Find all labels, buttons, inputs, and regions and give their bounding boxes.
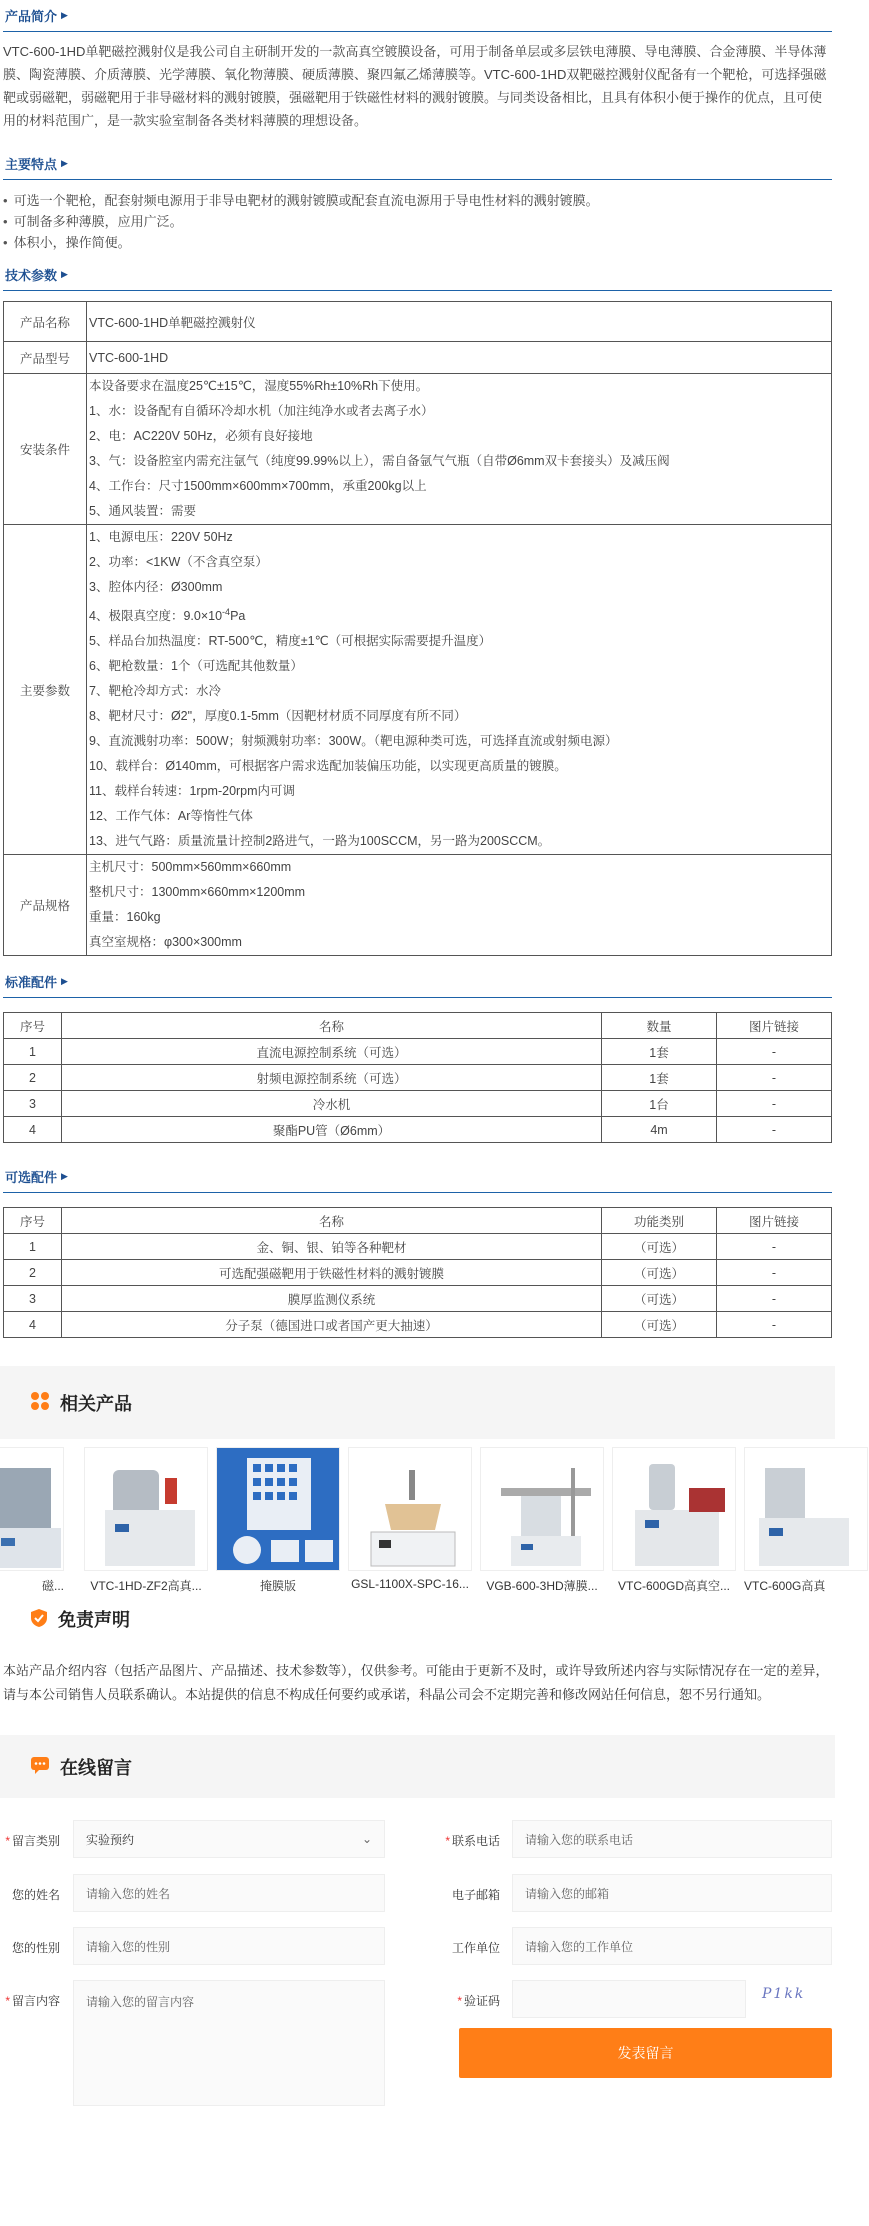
product-name[interactable]: 磁... — [41, 1579, 64, 1594]
col-header: 名称 — [62, 1013, 602, 1039]
vacuum-exponent: -4 — [222, 607, 231, 617]
spec-line: 9、直流溅射功率：500W；射频溅射功率：300W。（靶电源种类可选，可选择直流或射频电源） — [89, 734, 618, 749]
product-image[interactable] — [612, 1447, 736, 1571]
col-header: 名称 — [62, 1208, 602, 1234]
product-name[interactable]: VGB-600-3HD薄膜... — [486, 1579, 598, 1594]
table-cell: 4 — [4, 1312, 62, 1338]
name-input[interactable]: 请输入您的姓名 — [73, 1874, 385, 1912]
table-cell: 直流电源控制系统（可选） — [62, 1039, 602, 1065]
submit-button[interactable]: 发表留言 — [459, 2028, 832, 2078]
table-cell: 1 — [4, 1039, 62, 1065]
table-cell: 分子泵（德国进口或者国产更大抽速） — [62, 1312, 602, 1338]
related-header — [0, 1366, 835, 1439]
spec-line-vacuum — [89, 600, 829, 629]
spec-line: 5、样品台加热温度：RT-500℃，精度±1℃（可根据实际需要提升温度） — [89, 634, 492, 649]
table-cell: - — [717, 1260, 832, 1286]
spec-line: 6、靶枪数量：1个（可选配其他数量） — [89, 659, 303, 674]
product-image[interactable] — [744, 1447, 868, 1571]
spec-line: 3、气：设备腔室内需充注氩气（纯度99.99%以上），需自备氩气气瓶（自带Ø6mm双卡套接头）及减压阀 — [89, 454, 670, 468]
spec-line: 真空室规格：φ300×300mm — [89, 935, 242, 950]
table-cell: 4m — [602, 1117, 717, 1143]
captcha-input[interactable] — [512, 1980, 746, 2018]
field-label: * 联系电话 — [445, 1834, 500, 1849]
spec-label: 产品名称 — [4, 302, 87, 342]
product-image[interactable] — [216, 1447, 340, 1571]
table-cell: 1套 — [602, 1039, 717, 1065]
vacuum-unit: Pa — [230, 609, 246, 624]
spec-label: 主要参数 — [4, 525, 87, 855]
spec-line: 重量：160kg — [89, 910, 161, 925]
field-label: * 留言内容 — [5, 1994, 60, 2009]
section-title: 标准配件 — [5, 975, 58, 991]
col-header: 序号 — [4, 1208, 62, 1234]
product-card[interactable] — [612, 1447, 736, 1594]
related-products — [0, 1439, 835, 1594]
section-header-features — [3, 148, 832, 180]
spec-line: 4、极限真空度：9.0×10 — [89, 609, 223, 624]
table-row — [4, 1234, 832, 1260]
table-cell: （可选） — [602, 1312, 717, 1338]
table-row — [4, 1286, 832, 1312]
field-label: 您的性别 — [11, 1941, 60, 1956]
disclaimer-text: 本站产品介绍内容（包括产品图片、产品描述、技术参数等），仅供参考。可能由于更新不及时，或许导致所述内容与实际情况存在一定的差异，请与本公司销售人员联系确认。本站提供的信息不构成任何要约或承诺，科晶公司会不定期完善和修改网站任何信息，恕不另行通知。 — [3, 1663, 829, 1703]
feature-item: • 可选一个靶枪，配套射频电源用于非导电靶材的溅射镀膜或配套直流电源用于导电性材料的溅射镀膜。 — [3, 190, 832, 211]
table-cell: 4 — [4, 1117, 62, 1143]
product-card[interactable] — [84, 1447, 208, 1594]
section-header-intro — [3, 0, 832, 32]
product-image[interactable] — [84, 1447, 208, 1571]
spec-label: 产品型号 — [4, 342, 87, 374]
table-row — [4, 1260, 832, 1286]
section-header-optional — [3, 1161, 832, 1193]
spec-label: 产品规格 — [4, 855, 87, 956]
section-title: 技术参数 — [5, 268, 58, 283]
spec-line: 2、电：AC220V 50Hz，必须有良好接地 — [89, 429, 313, 443]
section-title: 主要特点 — [5, 157, 58, 172]
captcha-image[interactable]: P1kk — [762, 1986, 806, 2003]
table-cell: 2 — [4, 1065, 62, 1091]
table-cell: （可选） — [602, 1234, 717, 1260]
spec-table — [3, 301, 832, 956]
category-select[interactable]: 实验预约 ⌄ — [73, 1820, 385, 1858]
spec-line: 3、腔体内径：Ø300mm — [89, 580, 223, 594]
table-cell: 射频电源控制系统（可选） — [62, 1065, 602, 1091]
product-card[interactable] — [348, 1447, 472, 1592]
content-textarea[interactable]: 请输入您的留言内容 — [73, 1980, 385, 2106]
table-row — [4, 1312, 832, 1338]
product-name[interactable]: VTC-600G高真 — [744, 1579, 826, 1594]
field-label: 工作单位 — [451, 1941, 500, 1956]
table-cell: 冷水机 — [62, 1091, 602, 1117]
table-cell: 3 — [4, 1286, 62, 1312]
product-name[interactable]: VTC-1HD-ZF2高真... — [90, 1579, 202, 1594]
caret-right-icon: ▶ — [61, 976, 68, 987]
feature-list — [0, 180, 835, 259]
spec-main — [87, 525, 832, 855]
related-title: 相关产品 — [60, 1393, 132, 1414]
company-input[interactable]: 请输入您的工作单位 — [512, 1927, 832, 1965]
table-cell: - — [717, 1039, 832, 1065]
product-card[interactable] — [0, 1447, 64, 1594]
spec-value: VTC-600-1HD — [87, 342, 832, 374]
spec-line: 1、水：设备配有自循环冷却水机（加注纯净水或者去离子水） — [89, 404, 434, 418]
product-card[interactable] — [216, 1447, 340, 1594]
section-title: 产品简介 — [5, 9, 58, 24]
table-cell: 1 — [4, 1234, 62, 1260]
table-cell: （可选） — [602, 1260, 717, 1286]
spec-line: 5、通风装置：需要 — [89, 504, 196, 518]
col-header: 数量 — [602, 1013, 717, 1039]
standard-parts-table — [3, 1012, 832, 1143]
field-label: * 验证码 — [457, 1994, 500, 2009]
chat-icon — [30, 1755, 50, 1778]
phone-input[interactable]: 请输入您的联系电话 — [512, 1820, 832, 1858]
caret-right-icon: ▶ — [61, 269, 68, 279]
section-header-specs — [3, 259, 832, 291]
message-header — [0, 1735, 835, 1798]
table-row — [4, 1039, 832, 1065]
table-cell: 2 — [4, 1260, 62, 1286]
spec-line: 本设备要求在温度25℃±15℃，湿度55%Rh±10%Rh下使用。 — [89, 379, 429, 393]
message-form — [0, 1798, 835, 2158]
spec-line: 整机尺寸：1300mm×660mm×1200mm — [89, 885, 306, 900]
col-header: 功能类别 — [602, 1208, 717, 1234]
table-cell: 1套 — [602, 1065, 717, 1091]
table-cell: 聚酯PU管（Ø6mm） — [62, 1117, 602, 1143]
caret-right-icon: ▶ — [61, 158, 68, 168]
product-name[interactable]: VTC-600GD高真空... — [617, 1579, 731, 1594]
col-header: 图片链接 — [717, 1208, 832, 1234]
spec-value: VTC-600-1HD单靶磁控溅射仪 — [87, 302, 832, 342]
spec-install — [87, 374, 832, 525]
email-input[interactable]: 请输入您的邮箱 — [512, 1874, 832, 1912]
shield-icon — [30, 1608, 48, 1631]
product-image[interactable] — [0, 1447, 64, 1571]
spec-line: 12、工作气体：Ar等惰性气体 — [89, 809, 253, 824]
table-cell: - — [717, 1117, 832, 1143]
caret-right-icon: ▶ — [61, 10, 68, 20]
product-card[interactable] — [744, 1447, 868, 1594]
col-header: 序号 — [4, 1013, 62, 1039]
table-cell: 1台 — [602, 1091, 717, 1117]
intro-text: VTC-600-1HD单靶磁控溅射仪是我公司自主研制开发的一款高真空镀膜设备，可用于制备单层或多层铁电薄膜、导电薄膜、合金薄膜、半导体薄膜、陶瓷薄膜、介质薄膜、光学薄膜、氧化物薄膜、硬质薄膜、聚四氟乙烯薄膜等。VTC-600-1HD双靶磁控溅射仪配备有一个靶枪，可选择强磁靶或弱磁靶，弱磁靶用于非导磁材料的溅射镀膜，强磁靶用于铁磁性材料的溅射镀膜。与同类设备相比，且具有体积小便于操作的优点，且可使用的材料范围广，是一款实验室制备各类材料薄膜的理想设备。 — [3, 44, 827, 128]
spec-line: 11、载样台转速：1rpm-20rpm内可调 — [89, 784, 296, 799]
feature-item: • 体积小，操作简便。 — [3, 232, 832, 253]
table-row — [4, 1117, 832, 1143]
spec-line: 4、工作台：尺寸1500mm×600mm×700mm，承重200kg以上 — [89, 479, 427, 493]
spec-line: 10、载样台：Ø140mm，可根据客户需求选配加装偏压功能，以实现更高质量的镀膜。 — [89, 759, 567, 774]
product-card[interactable] — [480, 1447, 604, 1594]
section-title: 可选配件 — [5, 1170, 58, 1186]
spec-line: 2、功率：<1KW（不含真空泵） — [89, 555, 268, 569]
table-cell: - — [717, 1065, 832, 1091]
table-cell: - — [717, 1286, 832, 1312]
product-name[interactable]: GSL-1100X-SPC-16... — [351, 1577, 469, 1592]
feature-item: • 可制备多种薄膜，应用广泛。 — [3, 211, 832, 232]
table-cell: 膜厚监测仪系统 — [62, 1286, 602, 1312]
product-name[interactable]: 掩膜版 — [259, 1579, 296, 1594]
section-header-standard — [3, 966, 832, 998]
table-cell: - — [717, 1312, 832, 1338]
table-cell: 3 — [4, 1091, 62, 1117]
product-image[interactable] — [348, 1447, 472, 1571]
field-label: 电子邮箱 — [451, 1888, 500, 1903]
table-cell: 金、铜、银、铂等各种靶材 — [62, 1234, 602, 1260]
spec-line: 8、靶材尺寸：Ø2"，厚度0.1-5mm（因靶材材质不同厚度有所不同） — [89, 709, 467, 724]
table-row — [4, 1091, 832, 1117]
table-cell: （可选） — [602, 1286, 717, 1312]
field-label: * 留言类别 — [5, 1834, 60, 1849]
product-image[interactable] — [480, 1447, 604, 1571]
spec-line: 1、电源电压：220V 50Hz — [89, 530, 233, 544]
table-cell: 可选配强磁靶用于铁磁性材料的溅射镀膜 — [62, 1260, 602, 1286]
table-cell: - — [717, 1091, 832, 1117]
field-label: 您的姓名 — [11, 1888, 60, 1903]
table-cell: - — [717, 1234, 832, 1260]
table-row — [4, 1065, 832, 1091]
optional-parts-table — [3, 1207, 832, 1338]
grid-icon — [30, 1391, 50, 1414]
caret-right-icon: ▶ — [61, 1171, 68, 1182]
spec-line: 13、进气气路：质量流量计控制2路进气，一路为100SCCM，另一路为200SCCM。 — [89, 834, 551, 849]
col-header: 图片链接 — [717, 1013, 832, 1039]
disclaimer-title: 免责声明 — [58, 1610, 130, 1631]
chevron-down-icon: ⌄ — [361, 1832, 372, 1847]
spec-line: 7、靶枪冷却方式：水冷 — [89, 684, 221, 699]
spec-label: 安装条件 — [4, 374, 87, 525]
spec-size — [87, 855, 832, 956]
message-title: 在线留言 — [60, 1757, 132, 1778]
spec-line: 主机尺寸：500mm×560mm×660mm — [89, 860, 292, 875]
gender-input[interactable]: 请输入您的性别 — [73, 1927, 385, 1965]
